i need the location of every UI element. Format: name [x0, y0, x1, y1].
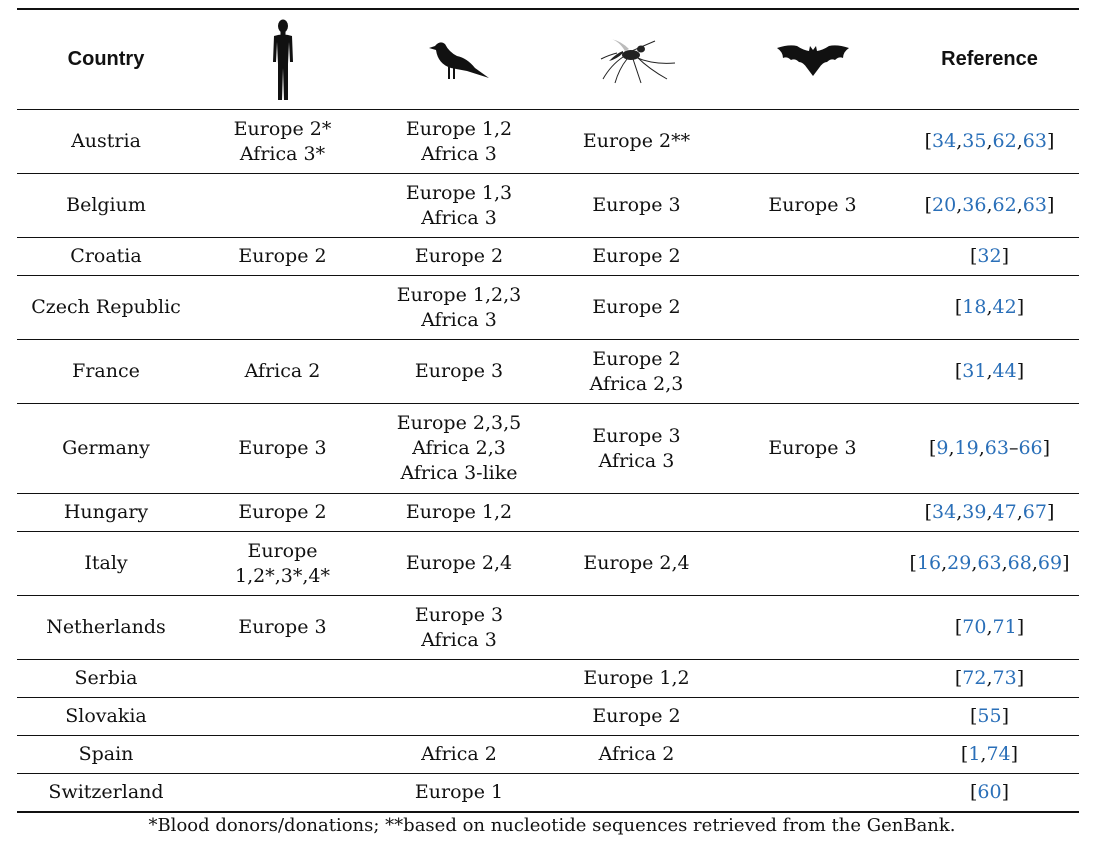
- citation-link[interactable]: 44: [992, 360, 1017, 382]
- reference-cell: [18,42]: [954, 296, 1025, 318]
- citation-link[interactable]: 29: [947, 552, 972, 574]
- citation-separator: ,: [1031, 552, 1038, 574]
- table-row: [17, 238, 1079, 276]
- citation-link[interactable]: 69: [1037, 552, 1063, 574]
- lineage-line: Africa 3: [421, 308, 497, 331]
- citation-link[interactable]: 18: [962, 296, 987, 318]
- reference-cell: [55]: [969, 705, 1010, 727]
- table-row: [17, 340, 1079, 404]
- mosquito-lineage-cell: [548, 532, 725, 596]
- citation-separator: ,: [986, 501, 993, 523]
- lineage-line: Europe 3: [592, 424, 681, 447]
- mosquito-column-header: [548, 9, 725, 110]
- lineage-line: Europe 3: [592, 194, 681, 216]
- table-row: [17, 596, 1079, 660]
- mosquito-lineage-cell: [548, 238, 725, 276]
- citation-link[interactable]: 66: [1018, 437, 1043, 459]
- citation-link[interactable]: 35: [962, 130, 987, 152]
- reference-cell: [70,71]: [954, 616, 1025, 638]
- citation-link[interactable]: 34: [932, 130, 957, 152]
- lineage-line: Europe 2: [592, 296, 681, 318]
- bat-lineage-cell: [725, 174, 900, 238]
- table-row: [17, 276, 1079, 340]
- human-lineage-cell: [195, 774, 370, 812]
- lineage-line: Europe 2: [414, 245, 504, 267]
- lineage-line: Europe 1,2: [405, 117, 513, 140]
- reference-cell: [1,74]: [960, 743, 1019, 765]
- reference-cell: [16,29,63,68,69]: [909, 552, 1070, 574]
- lineage-line: Europe 2: [238, 245, 327, 267]
- human-lineage-cell: [195, 404, 370, 494]
- mosquito-lineage-cell: [548, 736, 725, 774]
- reference-cell: [20,36,62,63]: [924, 194, 1055, 216]
- citation-link[interactable]: 1: [968, 743, 981, 765]
- country-cell: Belgium: [66, 194, 146, 216]
- country-cell: Slovakia: [65, 705, 147, 727]
- lineage-line: Europe 2,4: [405, 552, 513, 574]
- bird-lineage-cell: [370, 404, 548, 494]
- citation-link[interactable]: 20: [932, 194, 957, 216]
- citation-link[interactable]: 60: [977, 780, 1002, 803]
- citation-link[interactable]: 9: [936, 437, 949, 459]
- lineage-line: Africa 3: [421, 628, 497, 651]
- citation-link[interactable]: 73: [992, 667, 1017, 689]
- mosquito-lineage-cell: [548, 340, 725, 404]
- table-row: [17, 736, 1079, 774]
- country-cell: Spain: [78, 743, 134, 765]
- mosquito-lineage-cell: [548, 404, 725, 494]
- mosquito-icon: [597, 35, 677, 85]
- reference-header: Reference: [941, 48, 1038, 70]
- human-lineage-cell: [195, 736, 370, 774]
- citation-separator: ,: [948, 437, 955, 459]
- citation-separator: ,: [971, 552, 978, 574]
- lineage-line: Africa 3: [421, 142, 497, 165]
- human-lineage-cell: [195, 238, 370, 276]
- bird-lineage-cell: [370, 660, 548, 698]
- lineage-line: Africa 3-like: [400, 462, 518, 484]
- table-footnote: *Blood donors/donations; **based on nucleotide sequences retrieved from the GenBank.: [148, 815, 956, 836]
- lineage-line: Europe 1: [414, 780, 504, 803]
- human-icon: [263, 18, 303, 102]
- human-lineage-cell: [195, 532, 370, 596]
- country-cell: Germany: [62, 437, 150, 459]
- lineage-line: Europe 2*: [233, 117, 332, 140]
- lineage-line: Europe: [247, 539, 318, 562]
- bird-lineage-cell: [370, 698, 548, 736]
- lineage-line: Europe 1,2: [583, 667, 690, 689]
- citation-link[interactable]: 55: [977, 705, 1002, 727]
- bat-lineage-cell: [725, 698, 900, 736]
- bat-lineage-cell: [725, 596, 900, 660]
- bat-lineage-cell: [725, 238, 900, 276]
- bird-lineage-cell: [370, 774, 548, 812]
- citation-separator: ,: [1016, 194, 1023, 216]
- bat-lineage-cell: [725, 774, 900, 812]
- country-cell: Switzerland: [48, 780, 164, 803]
- citation-link[interactable]: 63: [1022, 130, 1047, 152]
- lineage-line: Africa 2: [598, 743, 675, 765]
- table-row: [17, 532, 1079, 596]
- country-cell: Czech Republic: [31, 296, 181, 318]
- reference-cell: [34,35,62,63]: [924, 130, 1055, 152]
- citation-separator: ,: [978, 437, 985, 459]
- bat-column-header: [725, 9, 900, 110]
- country-cell: Netherlands: [46, 616, 166, 638]
- table-row: [17, 660, 1079, 698]
- country-header: Country: [67, 48, 145, 70]
- bat-icon: [775, 42, 851, 78]
- bat-lineage-cell: [725, 736, 900, 774]
- citation-link[interactable]: 63: [1022, 194, 1047, 216]
- lineage-line: Africa 2,3: [412, 437, 506, 459]
- bird-lineage-cell: [370, 174, 548, 238]
- reference-cell: [34,39,47,67]: [924, 501, 1055, 523]
- mosquito-lineage-cell: [548, 596, 725, 660]
- lineage-line: Europe 3: [238, 437, 327, 459]
- lineage-line: Africa 2: [244, 360, 321, 382]
- bird-lineage-cell: [370, 340, 548, 404]
- bird-lineage-cell: [370, 596, 548, 660]
- citation-separator: ,: [956, 501, 963, 523]
- citation-link[interactable]: 42: [992, 296, 1017, 318]
- citation-link[interactable]: 70: [962, 616, 987, 638]
- lineage-line: Europe 3: [768, 437, 857, 459]
- reference-cell: [72,73]: [954, 667, 1025, 689]
- citation-link[interactable]: 31: [962, 360, 987, 382]
- citation-separator: ,: [986, 667, 993, 689]
- human-lineage-cell: [195, 110, 370, 174]
- bat-lineage-cell: [725, 276, 900, 340]
- citation-separator: ,: [956, 130, 963, 152]
- citation-link[interactable]: 62: [992, 130, 1017, 152]
- lineage-line: Europe 1,3: [405, 181, 513, 204]
- lineage-line: Europe 2: [592, 705, 681, 727]
- citation-link[interactable]: 71: [992, 616, 1017, 638]
- human-lineage-cell: [195, 276, 370, 340]
- lineage-line: Africa 2,3: [589, 372, 684, 395]
- bird-lineage-cell: [370, 736, 548, 774]
- citation-link[interactable]: 39: [962, 501, 987, 523]
- bird-column-header: [370, 9, 548, 110]
- table-row: [17, 404, 1079, 494]
- citation-separator: ,: [986, 130, 993, 152]
- citation-link[interactable]: 36: [962, 194, 987, 216]
- human-lineage-cell: [195, 698, 370, 736]
- citation-link[interactable]: 19: [954, 437, 979, 459]
- citation-link[interactable]: 63: [984, 437, 1009, 459]
- citation-separator: ,: [941, 552, 948, 574]
- lineage-line: Europe 2: [592, 245, 681, 267]
- lineage-line: Europe 2: [592, 347, 681, 370]
- bat-lineage-cell: [725, 494, 900, 532]
- country-cell: Austria: [71, 130, 141, 152]
- lineage-line: Europe 1,2: [405, 501, 513, 523]
- lineage-line: Europe 3: [238, 616, 327, 638]
- header-row: [17, 9, 1079, 110]
- lineage-line: Africa 3: [421, 206, 497, 229]
- bat-lineage-cell: [725, 404, 900, 494]
- lineage-line: Europe 1,2,3: [396, 283, 522, 306]
- bird-lineage-cell: [370, 494, 548, 532]
- bird-lineage-cell: [370, 276, 548, 340]
- reference-cell: [31,44]: [954, 360, 1025, 382]
- country-cell: Serbia: [74, 667, 138, 689]
- citation-separator: ,: [986, 360, 993, 382]
- bat-lineage-cell: [725, 340, 900, 404]
- lineage-line: Africa 3*: [239, 142, 326, 165]
- table-row: [17, 494, 1079, 532]
- mosquito-lineage-cell: [548, 698, 725, 736]
- lineage-line: Europe 3: [414, 360, 504, 382]
- citation-separator: ,: [986, 296, 993, 318]
- lineage-line: Europe 2**: [582, 130, 691, 152]
- bird-lineage-cell: [370, 238, 548, 276]
- mosquito-lineage-cell: [548, 774, 725, 812]
- citation-separator: ,: [980, 743, 987, 765]
- citation-separator: ,: [1016, 130, 1023, 152]
- citation-separator: ,: [986, 194, 993, 216]
- bat-lineage-cell: [725, 532, 900, 596]
- country-cell: Italy: [84, 552, 128, 574]
- citation-separator: ,: [986, 616, 993, 638]
- citation-separator: ,: [1016, 501, 1023, 523]
- human-column-header: [195, 9, 370, 110]
- country-cell: Croatia: [70, 245, 142, 267]
- human-lineage-cell: [195, 660, 370, 698]
- citation-link[interactable]: 32: [977, 245, 1002, 267]
- bat-lineage-cell: [725, 110, 900, 174]
- country-cell: Hungary: [63, 501, 149, 523]
- human-lineage-cell: [195, 174, 370, 238]
- lineage-line: Europe 2: [238, 501, 327, 523]
- lineage-line: Europe 3: [414, 603, 504, 626]
- bird-lineage-cell: [370, 110, 548, 174]
- citation-link[interactable]: 47: [992, 501, 1017, 523]
- bird-lineage-cell: [370, 532, 548, 596]
- mosquito-lineage-cell: [548, 110, 725, 174]
- citation-separator: –: [1008, 437, 1019, 459]
- bat-lineage-cell: [725, 660, 900, 698]
- citation-link[interactable]: 62: [992, 194, 1017, 216]
- reference-cell: [32]: [969, 245, 1010, 267]
- table-row: [17, 698, 1079, 736]
- mosquito-lineage-cell: [548, 660, 725, 698]
- reference-cell: [9,19,63–66]: [928, 437, 1051, 459]
- table-row: [17, 110, 1079, 174]
- citation-link[interactable]: 34: [932, 501, 957, 523]
- citation-separator: ,: [956, 194, 963, 216]
- lineage-line: Africa 3: [598, 449, 675, 472]
- mosquito-lineage-cell: [548, 494, 725, 532]
- human-lineage-cell: [195, 494, 370, 532]
- lineage-line: 1,2*,3*,4*: [235, 564, 330, 587]
- citation-link[interactable]: 16: [916, 552, 942, 574]
- table-row: [17, 774, 1079, 812]
- lineage-line: Africa 2: [421, 743, 497, 765]
- bird-icon: [427, 38, 491, 82]
- citation-link[interactable]: 74: [986, 743, 1011, 765]
- lineage-line: Europe 2,4: [583, 552, 690, 574]
- citation-link[interactable]: 68: [1007, 552, 1032, 574]
- human-lineage-cell: [195, 340, 370, 404]
- human-lineage-cell: [195, 596, 370, 660]
- mosquito-lineage-cell: [548, 276, 725, 340]
- lineage-line: Europe 2,3,5: [396, 412, 522, 434]
- lineage-table: [17, 8, 1079, 813]
- citation-link[interactable]: 63: [977, 552, 1002, 574]
- table-row: [17, 174, 1079, 238]
- mosquito-lineage-cell: [548, 174, 725, 238]
- country-cell: France: [72, 360, 140, 382]
- reference-cell: [60]: [969, 780, 1010, 803]
- citation-separator: ,: [1001, 552, 1008, 574]
- citation-link[interactable]: 67: [1022, 501, 1047, 523]
- lineage-line: Europe 3: [768, 194, 857, 216]
- citation-link[interactable]: 72: [962, 667, 987, 689]
